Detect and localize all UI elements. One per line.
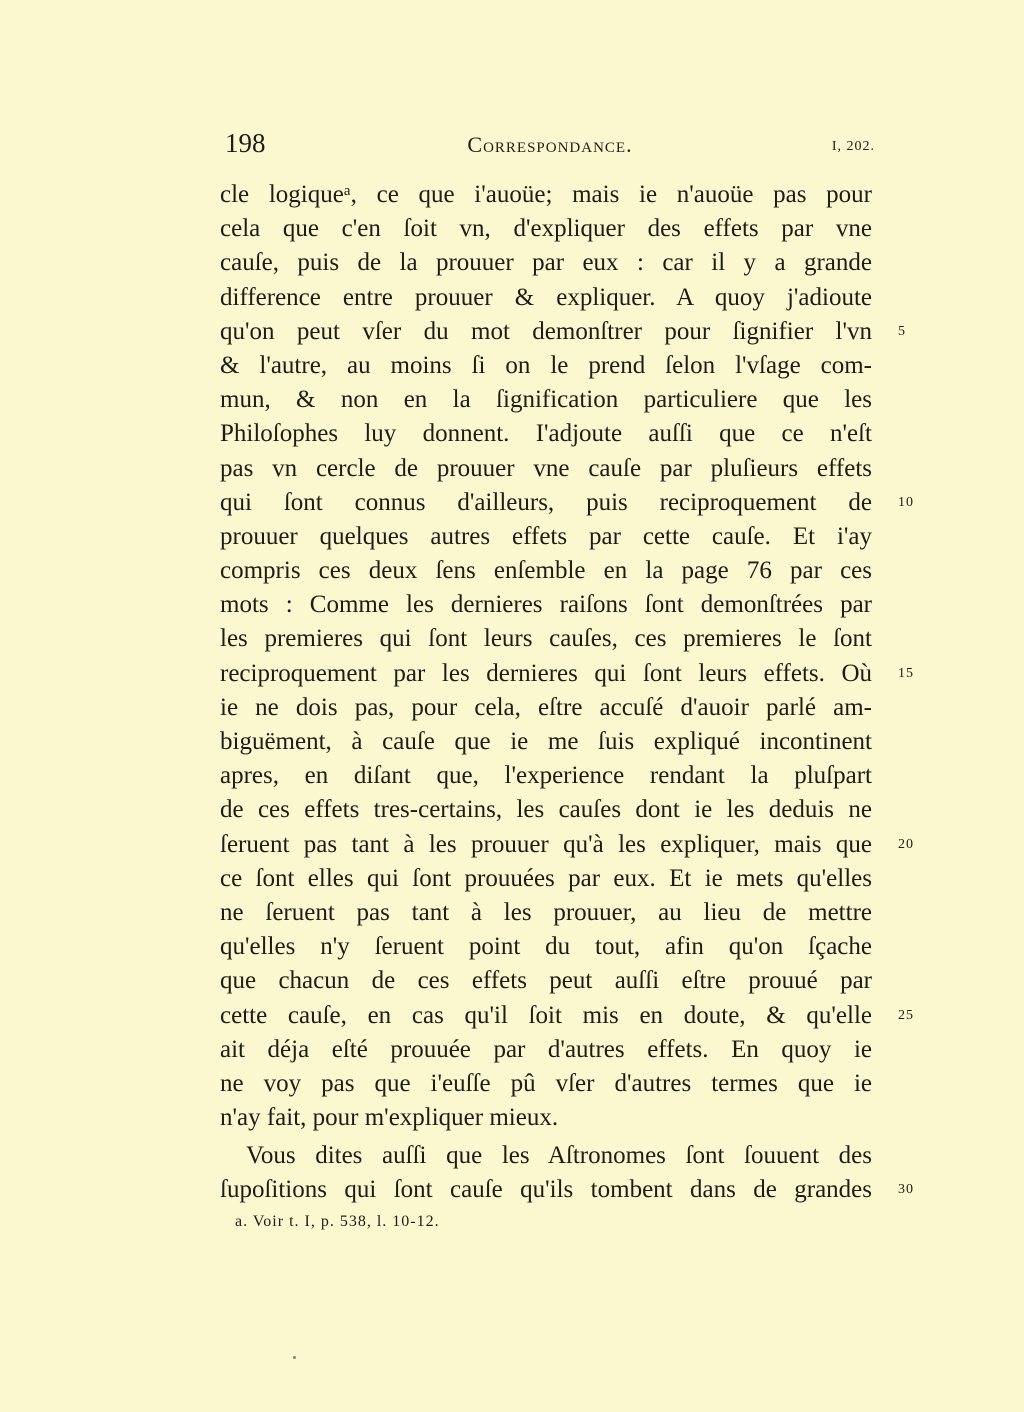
text-line: de ces effets tres-certains, les cauſes dont ie les deduis ne xyxy=(220,796,872,824)
running-header xyxy=(225,128,875,162)
text-line: compris ces deux ſens enſemble en la page 76 par ces xyxy=(220,557,872,585)
text-line: Philoſophes luy donnent. I'adjoute auſſi que ce n'eſt xyxy=(220,420,872,448)
text-line: & l'autre, au moins ſi on le prend ſelon l'vſage com- xyxy=(220,351,872,379)
text-line: que chacun de ces effets peut auſſi eſtre prouué par xyxy=(220,967,872,995)
print-speck xyxy=(293,1356,296,1359)
text-line: ne ſeruent pas tant à les prouuer, au lieu de mettre xyxy=(220,898,872,926)
text-line: mun, & non en la ſignification particuliere que les xyxy=(220,386,872,414)
main-text xyxy=(220,178,914,1208)
text-line: qu'elles n'y ſeruent point du tout, afin qu'on ſçache xyxy=(220,933,872,961)
text-line: mots : Comme les dernieres raiſons ſont demonſtrées par xyxy=(220,591,872,619)
text-line: les premieres qui ſont leurs cauſes, ces premieres le ſont xyxy=(220,625,872,653)
text-line: cette cauſe, en cas qu'il ſoit mis en doute, & qu'elle 25 xyxy=(220,999,872,1033)
text-line: cauſe, puis de la prouuer par eux : car il y a grande xyxy=(220,249,872,277)
text-line: cela que c'en ſoit vn, d'expliquer des effets par vne xyxy=(220,215,872,243)
text-line: ait déja eſté prouuée par d'autres effets. En quoy ie xyxy=(220,1035,872,1063)
line-number: 20 xyxy=(898,836,914,852)
text-line: ne voy pas que i'euſſe pû vſer d'autres termes que ie xyxy=(220,1069,872,1097)
text-line: reciproquement par les dernieres qui ſont leurs effets. Où 15 xyxy=(220,657,872,691)
text-line: ce ſont elles qui ſont prouuées par eux. Et ie mets qu'elles xyxy=(220,864,872,892)
text-line: pas vn cercle de prouuer vne cauſe par pluſieurs effets xyxy=(220,454,872,482)
page-reference: I, 202. xyxy=(831,139,875,154)
text-line: apres, en diſant que, l'experience rendant la pluſpart xyxy=(220,762,872,790)
text-line: cle logiqueᵃ, ce que i'auoüe; mais ie n'auoüe pas pour xyxy=(220,181,872,208)
text-line: qui ſont connus d'ailleurs, puis reciproquement de 10 xyxy=(220,486,872,520)
line-number: 5 xyxy=(898,323,906,339)
text-line: prouuer quelques autres effets par cette cauſe. Et i'ay xyxy=(220,522,872,550)
line-number: 15 xyxy=(898,665,914,681)
text-line: ie ne dois pas, pour cela, eſtre accuſé d'auoir parlé am- xyxy=(220,693,872,721)
line-number: 30 xyxy=(898,1182,914,1198)
text-line: difference entre prouuer & expliquer. A quoy j'adioute xyxy=(220,283,872,311)
text-line: ſupoſitions qui ſont cauſe qu'ils tombent dans de grandes 30 xyxy=(220,1173,872,1207)
text-line: Vous dites auſſi que les Aſtronomes ſont ſouuent des xyxy=(246,1142,872,1170)
line-number: 10 xyxy=(898,494,914,510)
running-title: Correspondance. xyxy=(467,132,633,157)
text-line: qu'on peut vſer du mot demonſtrer pour ſignifier l'vn 5 xyxy=(220,315,872,349)
text-line: ſeruent pas tant à les prouuer qu'à les expliquer, mais que 20 xyxy=(220,828,872,862)
text-line: biguëment, à cauſe que ie me ſuis expliqué incontinent xyxy=(220,728,872,755)
line-number: 25 xyxy=(898,1007,914,1023)
page-number: 198 xyxy=(225,128,266,158)
text-line: n'ay fait, pour m'expliquer mieux. xyxy=(220,1104,559,1132)
footnote: a. Voir t. I, p. 538, l. 10-12. xyxy=(235,1213,440,1230)
